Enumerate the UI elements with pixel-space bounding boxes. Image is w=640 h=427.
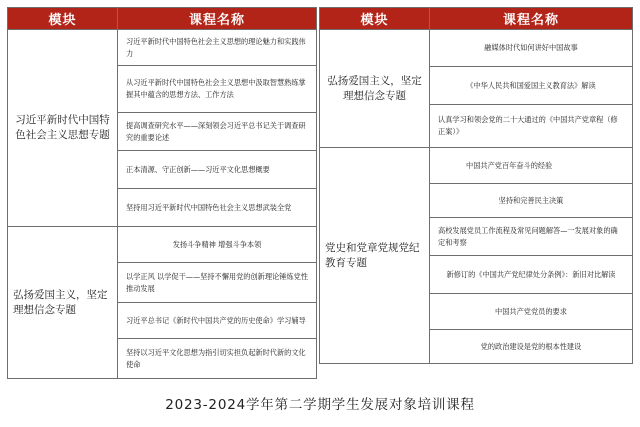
course-cell: 提高调查研究水平——深刻领会习近平总书记关于调查研究的重要论述 — [118, 113, 317, 151]
table-header-row — [8, 8, 317, 30]
left-course-table — [7, 7, 317, 379]
course-tables — [7, 7, 632, 380]
course-cell: 新修订的《中国共产党纪律处分条例》：新旧对比解读 — [430, 256, 633, 294]
module-cell: 党史和党章党规党纪教育专题 — [320, 148, 430, 364]
course-cell: 从习近平新时代中国特色社会主义思想中汲取智慧熟练掌握其中蕴含的思想方法、工作方法 — [118, 66, 317, 113]
course-cell: 正本清源、守正创新——习近平文化思想概要 — [118, 151, 317, 189]
module-header: 模块 — [320, 8, 430, 30]
right-course-table — [319, 7, 633, 364]
course-cell: 习近平新时代中国特色社会主义思想的理论魅力和实践伟力 — [118, 30, 317, 66]
module-cell: 弘扬爱国主义，坚定理想信念专题 — [320, 30, 430, 148]
course-cell: 高校发展党员工作流程及常见问题解答—一发展对象的确定和考察 — [430, 218, 633, 256]
table-row — [320, 148, 633, 184]
module-cell: 习近平新时代中国特色社会主义思想专题 — [8, 30, 118, 227]
course-cell: 中国共产党党员的要求 — [430, 294, 633, 330]
course-cell: 习近平总书记《新时代中国共产党的历史使命》学习辅导 — [118, 303, 317, 339]
course-cell: 中国共产党百年奋斗的经验 — [430, 148, 633, 184]
table-caption: 2023-2024学年第二学期学生发展对象培训课程 — [165, 397, 475, 413]
course-cell: 坚持用习近平新时代中国特色社会主义思想武装全党 — [118, 189, 317, 227]
course-cell: 坚持和完善民主决策 — [430, 184, 633, 218]
course-cell: 发扬斗争精神 增强斗争本领 — [118, 227, 317, 263]
course-name-header: 课程名称 — [430, 8, 633, 30]
course-cell: 《中华人民共和国爱国主义教育法》解读 — [430, 67, 633, 105]
course-cell: 认真学习和领会党的二十大通过的《中国共产党章程（修正案）》 — [430, 105, 633, 148]
module-header: 模块 — [8, 8, 118, 30]
table-row — [8, 30, 317, 66]
course-cell: 以学正风 以学促干——坚持不懈用党的创新理论锤炼党性推动发展 — [118, 263, 317, 303]
table-header-row — [320, 8, 633, 30]
course-cell: 坚持以习近平文化思想为指引切实担负起新时代新的文化使命 — [118, 339, 317, 379]
table-row — [320, 30, 633, 67]
module-cell: 弘扬爱国主义，坚定理想信念专题 — [8, 227, 118, 379]
course-name-header: 课程名称 — [118, 8, 317, 30]
course-cell: 党的政治建设是党的根本性建设 — [430, 330, 633, 364]
table-row — [8, 227, 317, 263]
course-cell: 融媒体时代如何讲好中国故事 — [430, 30, 633, 67]
